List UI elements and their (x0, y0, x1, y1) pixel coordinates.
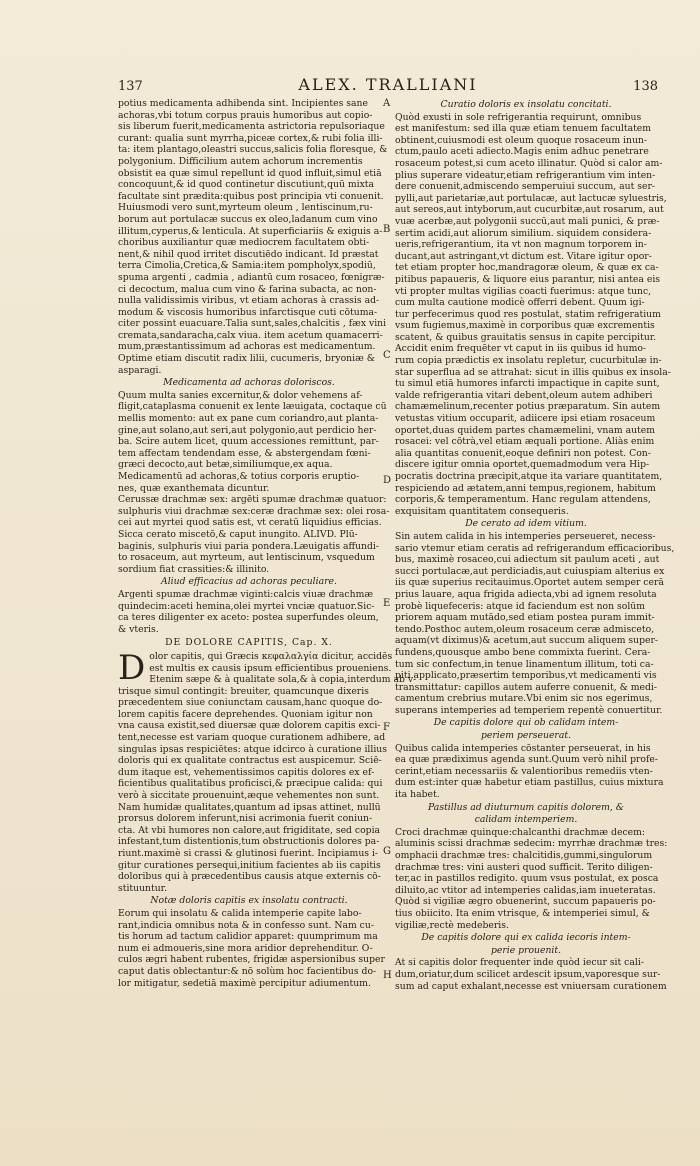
text-line: aquam(vt diximus)& acetum,aut succum aliquem super- (395, 635, 659, 647)
text-line: ta: item plantago,oleastri succus,salicis folia floresque, & (118, 144, 388, 156)
text-line: ficientibus qualitatibus proficisci,& præcipue calida: qui (118, 778, 383, 790)
left-block-c (118, 589, 380, 635)
margin-letter: D (383, 475, 392, 486)
text-line: iis quæ superius recitauimus.Oportet autem semper cerā (395, 577, 664, 589)
text-line: tet etiam propter hoc,mandragoræ oleum, & quæ ex ca- (395, 262, 659, 274)
text-line: polygonium. Difficilium autem achorum incrementis (118, 155, 363, 167)
right-block-c (395, 742, 664, 801)
text-line: fundens,quousque ambo bene commixta fuerint. Cera- (395, 646, 651, 658)
text-line: vna causa existit,sed diuersæ quæ dolorem capitis exci- (118, 720, 381, 732)
text-line: trisque simul contingit: breuiter, quamcunque dixeris (118, 685, 369, 697)
section-heading: Medicamenta ad achoras doloriscos. (163, 377, 335, 389)
margin-letter: A (383, 98, 391, 109)
section-heading: Aliud efficacius ad achoras peculiare. (161, 576, 337, 588)
text-line: tur perfecerimus quod res postulat, statim refrigeratium (395, 308, 661, 320)
text-line: Sicca cerato miscetō,& caput inungito. ALIVD. Plū- (118, 528, 358, 540)
text-line: concoquunt,& id quod continetur discutiunt,quū mixta (118, 179, 375, 191)
text-line: Nam humidæ qualitates,quantum ad ipsas attinet, nullū (118, 801, 381, 813)
text-line: At si capitis dolor frequenter inde quòd iecur sit cali- (395, 957, 644, 969)
page-number-left: 137 (118, 79, 143, 94)
text-line: vti propter multas vigilias coacti fuerimus: atque tunc, (395, 285, 652, 297)
text-line: cremata,sandaracha,calx viua. item acetum quamacerri- (118, 329, 383, 341)
text-line: Quum multa sanies excernitur,& dolor vehemens af- (118, 389, 363, 401)
text-line: omphacii drachmæ tres: chalcitidis,gummi,singulorum (395, 850, 653, 861)
section-heading: perie prouenit. (490, 944, 562, 956)
running-title: ALEX. TRALLIANI (298, 75, 478, 94)
text-line: quindecim:aceti hemina,olei myrtei vnciæ quatuor.Sic- (118, 600, 375, 612)
text-line: choribus auxiliantur quæ mediocrem facultatem obti- (118, 237, 370, 249)
text-line: olor capitis, qui Græcis κεφαλαλγία dicitur, accidēs (149, 650, 393, 662)
text-line: rant,indicia omnibus nota & in confesso sunt. Nam cu- (118, 919, 374, 931)
left-block-d (118, 647, 417, 894)
text-line: nes, quæ exanthemata dicuntur. (118, 482, 270, 494)
text-line: ea quæ prædiximus agenda sunt.Quum verò nihil profe- (395, 754, 659, 766)
text-line: Argenti spumæ drachmæ viginti:calcis viuæ drachmæ (118, 588, 374, 600)
text-line: riunt.maximè si crassi & glutinosi fuerint. Incipiamus i- (118, 848, 379, 859)
text-line: tent,necesse est variam quoque curationem adhibere, ad (118, 732, 386, 744)
text-line: Sin autem calida in his intemperies perseueret, necess- (395, 530, 656, 542)
chapter-title: DE DOLORE CAPITIS, Cap. X. (165, 637, 333, 649)
text-line: Quibus calida intemperies cōstanter perseuerat, in his (395, 742, 651, 754)
text-line: tius obiicito. Ita enim vtrisque, & intemperiei simul, & (395, 907, 650, 919)
text-line: stituuntur. (118, 882, 168, 894)
right-block-e (395, 957, 667, 992)
text-line: rosaceum potest,si cum aceto illinatur. Quòd si calor am- (395, 157, 663, 169)
text-line: sum ad caput exhalant,necesse est vniuersam curationem (395, 980, 667, 992)
margin-letter: H (383, 970, 392, 981)
text-line: rosacei: vel cōtrà,vel etiam æquali portione. Aliàs enim (395, 436, 655, 448)
text-line: doloris qui ex qualitate contractus est auspicemur. Sciē- (118, 755, 382, 767)
text-line: pocratis doctrina præcipit,atque ita variare quantitatem, (395, 471, 663, 482)
section-heading: De capitis dolore qui ob calidam intem- (433, 717, 619, 729)
text-line: dere conuenit,admiscendo semperuiui succum, aut ser- (395, 181, 656, 193)
left-block-e (118, 907, 385, 989)
text-line: citer possint euacuare.Talia sunt,sales,chalcitis , fæx vini (118, 318, 387, 330)
text-line: baginis, sulphuris viui paria pondera.Læuigatis affundi- (118, 540, 380, 552)
text-line: asparagi. (118, 364, 162, 376)
section-heading: Notæ doloris capitis ex insolatu contracti. (150, 895, 348, 907)
text-line: dum itaque est, vehementissimos capitis dolores ex ef- (118, 766, 375, 778)
text-line: ctum,paulo aceti adiecto.Magis enim adhuc penetrare (395, 146, 649, 158)
text-line: succi portulacæ,aut perdiciadis,aut cuiuspiam alterius ex (395, 565, 665, 577)
text-line: cei aut myrtei quod satis est, vt ceratū liquidius efficias. (118, 517, 382, 529)
text-line: doloribus qui à præcedentibus causis atque externis cō- (118, 871, 381, 883)
text-line: & vteris. (118, 623, 159, 635)
text-line: potius medicamenta adhibenda sint. Incipientes sane (118, 98, 368, 109)
text-line: Eorum qui insolatu & calida intemperie capite labo- (118, 907, 362, 919)
text-line: sertim acidi,aut aliorum similium. siquidem considera- (395, 227, 652, 239)
text-line: plius superare videatur,etiam refrigerantium vim inten- (395, 169, 656, 181)
text-line: nent,& nihil quod irritet discutiēdo indicant. Id præstat (118, 248, 379, 260)
text-line: prorsus dolorem inferunt,nisi acrimonia fuerit coniun- (118, 813, 373, 825)
text-line: obtinent,cuiusmodi est oleum quoque rosaceum inun- (395, 134, 647, 146)
right-block-b (395, 530, 675, 717)
text-line: singulas ipsas respiciētes: atque idcirco à curatione illius (118, 743, 387, 755)
text-line: scatent, & quibus grauitatis sensus in capite percipitur. (395, 331, 657, 343)
text-line: pylli,aut parietariæ,aut portulacæ, aut lactucæ syluestris, (395, 192, 667, 204)
section-heading: Curatio doloris ex insolatu concitati. (440, 99, 612, 110)
section-heading: calidam intemperiem. (474, 814, 578, 826)
text-line: modum & viscosis humoribus infarctisque cuti cōtuma- (118, 306, 378, 318)
margin-letter: B (383, 224, 391, 235)
text-line: infestant,tum distentionis,tum obstructionis dolores pa- (118, 836, 380, 848)
text-line: gine,aut solano,aut seri,aut polygonio,aut perdicio her- (118, 424, 377, 436)
text-line: achoras,vbi totum corpus prauis humoribus aut copio- (118, 109, 373, 121)
text-line: dum est:inter quæ habetur etiam pastillus, cuius mixtura (395, 777, 664, 789)
text-line: prius lauare, aqua frigida adiecta,vbi ad ignem resoluta (395, 588, 657, 600)
text-line: sis liberum fuerit,medicamenta astrictoria repulsoriaque (118, 121, 385, 133)
margin-letter: C (383, 350, 391, 361)
text-line: num ei admoueris,sine mora aridior deprehenditur. O- (118, 942, 373, 954)
text-line: ba. Scire autem licet, quum accessiones remittunt, par- (118, 436, 379, 448)
text-line: ci decoctum, malua cum vino & farina subacta, ac non- (118, 283, 377, 295)
text-line: Huiusmodi vero sunt,myrteum oleum , lentiscinum,ru- (118, 202, 373, 214)
text-line: aut sereos,aut intyborum,aut cucurbitæ,aut rosarum, aut (395, 204, 664, 216)
text-line: cta. At vbi humores non calore,aut frigiditate, sed copia (118, 824, 381, 836)
text-line: fligit,cataplasma conuenit ex lente læuigata, coctaque cū (118, 401, 387, 413)
text-line: vigiliæ,rectè medeberis. (395, 919, 509, 931)
text-line: cum multa cautione modicè offerri debent. Quum igi- (395, 297, 645, 309)
text-line: sario vtemur etiam ceratis ad refrigerandum efficacioribus, (395, 542, 675, 554)
text-line: caput datis oblectantur:& nō solùm hoc facientibus do- (118, 965, 377, 977)
text-line: chamæmelinum,recenter potius præparatum. Sin autem (395, 401, 661, 413)
text-line: priorem aquam mutādo,sed etiam postea puram immit- (395, 612, 655, 624)
text-line: Optime etiam discutit radix lilii, cucumeris, bryoniæ & (118, 353, 375, 365)
left-column (118, 98, 417, 989)
text-line: verò à siccitate prouenuint,æque vehementes non sunt. (118, 790, 380, 802)
text-line: Croci drachmæ quinque:chalcanthi drachmæ decem: (395, 826, 645, 838)
text-line: est manifestum: sed illa quæ etiam tenuem facultatem (395, 123, 652, 135)
text-line: probè liquefeceris: atque id faciendum est non solūm (395, 600, 646, 612)
text-line: Quòd si vigiliæ ægro obuenerint, succum papaueris po- (395, 896, 656, 908)
text-line: ueris,refrigerantium, ita vt non magnum torporem in- (395, 239, 647, 251)
text-line: tum sic confectum,in tenue linamentum illitum, toti ca- (395, 658, 654, 670)
text-line: discere igitur omnia oportet,quemadmodum vera Hip- (395, 459, 650, 471)
text-line: lor mitigatur, sedetiā maximè percipitur adiumentum. (118, 977, 371, 989)
section-heading: Pastillus ad diuturnum capitis dolorem, & (428, 801, 624, 813)
text-line: pitibus papaueris, & liquore eius parantur, nisi antea eis (395, 273, 661, 285)
text-line: vsum fugiemus,maximè in corporibus quæ excrementis (395, 320, 655, 332)
text-line: tu simul etiā humores infarcti impactique in capite sunt, (395, 378, 660, 390)
text-line: camentum crebrius mutare.Vbi enim sic nos egerimus, (395, 693, 653, 705)
text-line: corporis,& temperamentum. Hanc regulam attendens, (395, 494, 651, 506)
text-line: Etenim sæpe & à qualitate sola,& à copia,interdum ab v- (149, 674, 417, 686)
section-heading: periem perseuerat. (480, 730, 572, 742)
text-line: tis horum ad tactum calidior apparet: quumprimum ma (118, 931, 378, 943)
right-block-a (395, 111, 671, 518)
text-line: borum aut portulacæ succus ex oleo,ladanum cum vino (118, 213, 378, 225)
text-line: vuæ acerbæ,aut polygonii succū,aut mali punici, & præ- (395, 215, 660, 227)
text-line: ducant,aut astringant,vt dictum est. Vitare igitur opor- (395, 250, 652, 262)
text-line: est multis ex causis ipsum efficientibus proueniens. (149, 662, 392, 674)
section-heading: De cerato ad idem vitium. (465, 518, 587, 530)
text-line: Medicamentū ad achoras,& totius corporis eruptio- (118, 471, 360, 482)
right-block-d (395, 826, 668, 931)
text-line: bus, maximè rosaceo,cui adiectum sit paulum aceti , aut (395, 554, 660, 566)
text-line: rum copia prædictis ex insolatu repletur, cucurbitulæ in- (395, 355, 662, 367)
text-line: transmittatur: capillos autem auferre conuenit, & medi- (395, 681, 658, 693)
text-line: ita habet. (395, 789, 440, 801)
text-line: sulphuris viui drachmæ sex:ceræ drachmæ sex: olei rosa- (118, 505, 390, 517)
text-line: ca teres diligenter ex aceto: postea superfundes oleum, (118, 612, 379, 624)
text-line: piti applicato,præsertim temporibus,vt medicamenti vis (395, 670, 657, 682)
left-block-a (118, 98, 388, 376)
drop-cap: D (118, 647, 146, 688)
text-line: tem affectam tendendam esse, & abstergendam fœni- (118, 447, 371, 459)
text-line: exquisitam quantitatem consequeris. (395, 505, 569, 517)
text-line: curant: qualia sunt myrrha,piceæ cortex,& rubi folia illi- (118, 132, 383, 144)
text-line: star superflua ad se attrahat: sicut in illis quibus ex insola- (395, 366, 671, 378)
text-line: aluminis scissi drachmæ sedecim: myrrhæ drachmæ tres: (395, 838, 668, 850)
margin-letter: E (383, 598, 391, 609)
text-line: gitur curationes persequi,initium facientes ab iis capitis (118, 859, 381, 871)
text-line: respiciendo ad ætatem,anni tempus,regionem, habitum (395, 482, 656, 494)
text-line: oportet,duas quidem partes chamæmelini, vnam autem (395, 424, 656, 436)
text-line: valde refrigerantia vitari debent,oleum autem adhiberi (395, 389, 653, 401)
text-line: facultate sint prædita:quibus post principia vti conuenit. (118, 190, 384, 202)
text-line: Quòd exusti in sole refrigerantia requirunt, omnibus (395, 111, 642, 123)
right-column (395, 98, 675, 992)
text-line: mellis momento: aut ex pane cum coriandro,aut planta- (118, 413, 379, 425)
text-line: diluito,ac vtitor ad intemperies calidas,iam inueteratas. (395, 884, 656, 896)
text-line: tendo.Posthoc autem,oleum rosaceum ceræ admisceto, (395, 623, 655, 635)
section-heading: De capitis dolore qui ex calida iecoris intem- (421, 932, 631, 944)
text-line: to rosaceum, aut myrteum, aut lentiscinum, vsquedum (118, 552, 375, 564)
text-line: vetustas vitium occuparit, adiicere ipsi etiam rosaceum (395, 413, 656, 425)
text-line: spuma argenti , cadmia , adiantū cum rosaceo, fœnigræ- (118, 271, 385, 283)
margin-letter: G (383, 846, 391, 857)
text-line: alia quantitas conuenit,eoque definiri non potest. Con- (395, 447, 651, 459)
text-line: mum,præstantissimum ad achoras est medicamentum. (118, 341, 376, 353)
text-line: drachmæ tres: vini austeri quod sufficit. Terito diligen- (395, 861, 653, 873)
page-number-right: 138 (633, 79, 658, 94)
left-block-b (118, 389, 390, 576)
text-line: dum,oriatur,dum scilicet ardescit ipsum,vaporesque sur- (395, 968, 661, 980)
text-line: obsistit ea quæ simul repellunt id quod influit,simul etiā (118, 167, 382, 179)
text-line: nulla validissimis viribus, vt etiam achoras à crassis ad- (118, 295, 380, 307)
text-line: præcedentem siue coniunctam causam,hanc quoque do- (118, 697, 383, 709)
text-line: græci decocto,aut betæ,similiumque,ex aqua. (118, 459, 333, 471)
text-line: ter,ac in pastillos redigito. quum vsus postulat, ex posca (395, 873, 659, 885)
text-line: Accidit enim frequēter vt caput in iis quibus id humo- (395, 343, 647, 355)
text-line: Cerussæ drachmæ sex: argēti spumæ drachmæ quatuor: (118, 494, 387, 506)
text-line: cerint,etiam necessariis & valentioribus remediis vten- (395, 765, 653, 777)
margin-letter: F (383, 722, 390, 733)
text-line: sordium fiat crassities:& illinito. (118, 563, 270, 575)
text-line: culos ægri habent rubentes, frigidæ aspersionibus super (118, 954, 385, 966)
text-line: terra Cimolia,Cretica,& Samia:item pompholyx,spodiū, (118, 260, 376, 272)
text-line: superans intemperies ad temperiem repentè conuertitur. (395, 704, 663, 716)
text-line: illitum,cyperus,& lenticula. At superficiariis & exiguis a- (118, 225, 383, 237)
text-line: lorem capitis facere deprehendes. Quoniam igitur non (118, 708, 373, 720)
